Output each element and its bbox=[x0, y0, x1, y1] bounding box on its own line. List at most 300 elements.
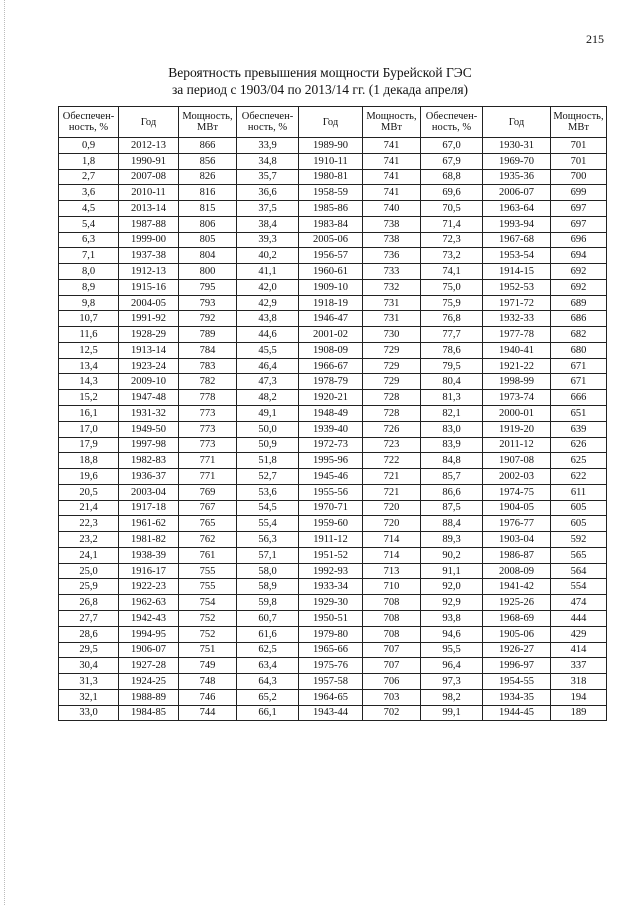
table-cell: 1988-89 bbox=[119, 689, 179, 705]
table-cell: 2008-09 bbox=[483, 563, 551, 579]
scan-edge bbox=[0, 0, 5, 905]
table-row bbox=[59, 153, 607, 169]
table-row bbox=[59, 248, 607, 264]
table-row bbox=[59, 579, 607, 595]
table-cell: 1,8 bbox=[59, 153, 119, 169]
table-cell: 1996-97 bbox=[483, 658, 551, 674]
table-cell: 25,0 bbox=[59, 563, 119, 579]
table-row bbox=[59, 279, 607, 295]
table-cell: 773 bbox=[179, 406, 237, 422]
table-cell: 44,6 bbox=[237, 327, 299, 343]
table-cell: 1929-30 bbox=[299, 595, 363, 611]
table-cell: 2000-01 bbox=[483, 406, 551, 422]
header-cell-4: Год bbox=[299, 107, 363, 138]
table-cell: 54,5 bbox=[237, 500, 299, 516]
table-cell: 738 bbox=[363, 232, 421, 248]
table-cell: 1964-65 bbox=[299, 689, 363, 705]
title-line-2: за период с 1903/04 по 2013/14 гг. (1 декада апреля) bbox=[171, 82, 469, 97]
table-cell: 1981-82 bbox=[119, 532, 179, 548]
table-cell: 1905-06 bbox=[483, 626, 551, 642]
table-cell: 98,2 bbox=[421, 689, 483, 705]
table-cell: 1955-56 bbox=[299, 484, 363, 500]
table-cell: 723 bbox=[363, 437, 421, 453]
table-cell: 15,2 bbox=[59, 390, 119, 406]
table-row bbox=[59, 138, 607, 154]
table-row bbox=[59, 406, 607, 422]
table-cell: 699 bbox=[551, 185, 607, 201]
table-cell: 68,8 bbox=[421, 169, 483, 185]
table-row bbox=[59, 201, 607, 217]
table-cell: 88,4 bbox=[421, 516, 483, 532]
table-cell: 73,2 bbox=[421, 248, 483, 264]
table-row bbox=[59, 421, 607, 437]
table-cell: 52,7 bbox=[237, 469, 299, 485]
table-cell: 85,7 bbox=[421, 469, 483, 485]
table-cell: 2,7 bbox=[59, 169, 119, 185]
table-cell: 671 bbox=[551, 358, 607, 374]
table-cell: 1975-76 bbox=[299, 658, 363, 674]
table-cell: 694 bbox=[551, 248, 607, 264]
table-cell: 733 bbox=[363, 264, 421, 280]
table-cell: 771 bbox=[179, 469, 237, 485]
table-row bbox=[59, 342, 607, 358]
table-cell: 1931-32 bbox=[119, 406, 179, 422]
table-cell: 60,7 bbox=[237, 610, 299, 626]
table-cell: 773 bbox=[179, 437, 237, 453]
table-cell: 9,8 bbox=[59, 295, 119, 311]
table-cell: 1951-52 bbox=[299, 547, 363, 563]
table-cell: 783 bbox=[179, 358, 237, 374]
table-cell: 43,8 bbox=[237, 311, 299, 327]
table-cell: 1989-90 bbox=[299, 138, 363, 154]
table-cell: 1992-93 bbox=[299, 563, 363, 579]
table-cell: 701 bbox=[551, 138, 607, 154]
table-cell: 318 bbox=[551, 674, 607, 690]
table-cell: 1920-21 bbox=[299, 390, 363, 406]
table-cell: 1912-13 bbox=[119, 264, 179, 280]
table-cell: 1962-63 bbox=[119, 595, 179, 611]
table-cell: 92,9 bbox=[421, 595, 483, 611]
table-cell: 1926-27 bbox=[483, 642, 551, 658]
table-cell: 731 bbox=[363, 311, 421, 327]
table-cell: 1928-29 bbox=[119, 327, 179, 343]
power-exceedance-table bbox=[58, 106, 607, 721]
table-cell: 1960-61 bbox=[299, 264, 363, 280]
table-cell: 28,6 bbox=[59, 626, 119, 642]
table-cell: 72,3 bbox=[421, 232, 483, 248]
table-cell: 1941-42 bbox=[483, 579, 551, 595]
table-cell: 1936-37 bbox=[119, 469, 179, 485]
table-cell: 726 bbox=[363, 421, 421, 437]
table-cell: 1933-34 bbox=[299, 579, 363, 595]
table-cell: 697 bbox=[551, 201, 607, 217]
table-row bbox=[59, 563, 607, 579]
table-cell: 30,4 bbox=[59, 658, 119, 674]
table-cell: 1925-26 bbox=[483, 595, 551, 611]
table-cell: 1973-74 bbox=[483, 390, 551, 406]
table-cell: 83,0 bbox=[421, 421, 483, 437]
table-cell: 815 bbox=[179, 201, 237, 217]
table-cell: 63,4 bbox=[237, 658, 299, 674]
table-cell: 24,1 bbox=[59, 547, 119, 563]
table-cell: 61,6 bbox=[237, 626, 299, 642]
table-cell: 692 bbox=[551, 264, 607, 280]
table-row bbox=[59, 358, 607, 374]
table-cell: 86,6 bbox=[421, 484, 483, 500]
table-cell: 1997-98 bbox=[119, 437, 179, 453]
table-cell: 1954-55 bbox=[483, 674, 551, 690]
table-cell: 728 bbox=[363, 390, 421, 406]
table-cell: 592 bbox=[551, 532, 607, 548]
table-cell: 789 bbox=[179, 327, 237, 343]
table-cell: 701 bbox=[551, 153, 607, 169]
table-cell: 686 bbox=[551, 311, 607, 327]
table-cell: 804 bbox=[179, 248, 237, 264]
table-cell: 1923-24 bbox=[119, 358, 179, 374]
table-cell: 2004-05 bbox=[119, 295, 179, 311]
table-cell: 728 bbox=[363, 406, 421, 422]
title-line-1: Вероятность превышения мощности Бурейской ГЭС bbox=[168, 65, 472, 80]
table-cell: 74,1 bbox=[421, 264, 483, 280]
table-cell: 80,4 bbox=[421, 374, 483, 390]
table-cell: 1937-38 bbox=[119, 248, 179, 264]
table-cell: 1998-99 bbox=[483, 374, 551, 390]
table-row bbox=[59, 169, 607, 185]
table-row bbox=[59, 327, 607, 343]
table-cell: 732 bbox=[363, 279, 421, 295]
table-cell: 1993-94 bbox=[483, 216, 551, 232]
table-cell: 1972-73 bbox=[299, 437, 363, 453]
table-cell: 773 bbox=[179, 421, 237, 437]
table-row bbox=[59, 532, 607, 548]
table-cell: 721 bbox=[363, 484, 421, 500]
table-cell: 10,7 bbox=[59, 311, 119, 327]
table-row bbox=[59, 705, 607, 721]
table-cell: 1939-40 bbox=[299, 421, 363, 437]
table-cell: 45,5 bbox=[237, 342, 299, 358]
table-cell: 37,5 bbox=[237, 201, 299, 217]
table-cell: 2012-13 bbox=[119, 138, 179, 154]
table-cell: 33,0 bbox=[59, 705, 119, 721]
table-cell: 729 bbox=[363, 358, 421, 374]
table-cell: 708 bbox=[363, 595, 421, 611]
table-cell: 611 bbox=[551, 484, 607, 500]
table-cell: 1917-18 bbox=[119, 500, 179, 516]
table-cell: 2013-14 bbox=[119, 201, 179, 217]
table-cell: 1959-60 bbox=[299, 516, 363, 532]
table-cell: 1943-44 bbox=[299, 705, 363, 721]
table-cell: 89,3 bbox=[421, 532, 483, 548]
table-cell: 1978-79 bbox=[299, 374, 363, 390]
table-cell: 771 bbox=[179, 453, 237, 469]
table-cell: 77,7 bbox=[421, 327, 483, 343]
table-cell: 752 bbox=[179, 626, 237, 642]
table-cell: 1982-83 bbox=[119, 453, 179, 469]
table-row bbox=[59, 264, 607, 280]
table-cell: 55,4 bbox=[237, 516, 299, 532]
table-row bbox=[59, 232, 607, 248]
table-cell: 666 bbox=[551, 390, 607, 406]
table-cell: 1984-85 bbox=[119, 705, 179, 721]
table-cell: 708 bbox=[363, 610, 421, 626]
table-cell: 62,5 bbox=[237, 642, 299, 658]
header-cell-1: Год bbox=[119, 107, 179, 138]
table-cell: 1971-72 bbox=[483, 295, 551, 311]
table-cell: 1914-15 bbox=[483, 264, 551, 280]
table-cell: 752 bbox=[179, 610, 237, 626]
table-cell: 605 bbox=[551, 500, 607, 516]
table-cell: 722 bbox=[363, 453, 421, 469]
table-cell: 14,3 bbox=[59, 374, 119, 390]
table-cell: 474 bbox=[551, 595, 607, 611]
table-cell: 729 bbox=[363, 342, 421, 358]
table-cell: 50,0 bbox=[237, 421, 299, 437]
table-cell: 57,1 bbox=[237, 547, 299, 563]
table-cell: 92,0 bbox=[421, 579, 483, 595]
table-cell: 1963-64 bbox=[483, 201, 551, 217]
table-cell: 1915-16 bbox=[119, 279, 179, 295]
table-cell: 75,9 bbox=[421, 295, 483, 311]
table-cell: 1977-78 bbox=[483, 327, 551, 343]
table-cell: 1909-10 bbox=[299, 279, 363, 295]
table-cell: 2002-03 bbox=[483, 469, 551, 485]
table-cell: 1935-36 bbox=[483, 169, 551, 185]
table-row bbox=[59, 295, 607, 311]
table-cell: 1924-25 bbox=[119, 674, 179, 690]
table-row bbox=[59, 469, 607, 485]
table-cell: 31,3 bbox=[59, 674, 119, 690]
table-cell: 0,9 bbox=[59, 138, 119, 154]
table-cell: 1911-12 bbox=[299, 532, 363, 548]
table-cell: 90,2 bbox=[421, 547, 483, 563]
table-cell: 1949-50 bbox=[119, 421, 179, 437]
table-cell: 3,6 bbox=[59, 185, 119, 201]
table-cell: 18,8 bbox=[59, 453, 119, 469]
table-row bbox=[59, 610, 607, 626]
table-cell: 741 bbox=[363, 169, 421, 185]
table-cell: 707 bbox=[363, 642, 421, 658]
header-cell-2: Мощность, МВт bbox=[179, 107, 237, 138]
table-cell: 42,9 bbox=[237, 295, 299, 311]
table-cell: 8,9 bbox=[59, 279, 119, 295]
table-cell: 34,8 bbox=[237, 153, 299, 169]
table-cell: 39,3 bbox=[237, 232, 299, 248]
table-cell: 564 bbox=[551, 563, 607, 579]
table-row bbox=[59, 390, 607, 406]
table-cell: 784 bbox=[179, 342, 237, 358]
header-cell-6: Обеспечен-ность, % bbox=[421, 107, 483, 138]
table-cell: 67,0 bbox=[421, 138, 483, 154]
table-cell: 720 bbox=[363, 500, 421, 516]
table-cell: 429 bbox=[551, 626, 607, 642]
table-cell: 2007-08 bbox=[119, 169, 179, 185]
table-cell: 337 bbox=[551, 658, 607, 674]
table-cell: 736 bbox=[363, 248, 421, 264]
table-cell: 50,9 bbox=[237, 437, 299, 453]
table-cell: 1907-08 bbox=[483, 453, 551, 469]
header-cell-0: Обеспечен-ность, % bbox=[59, 107, 119, 138]
table-cell: 626 bbox=[551, 437, 607, 453]
table-cell: 46,4 bbox=[237, 358, 299, 374]
table-cell: 1957-58 bbox=[299, 674, 363, 690]
table-cell: 33,9 bbox=[237, 138, 299, 154]
table-row bbox=[59, 216, 607, 232]
table-row bbox=[59, 595, 607, 611]
table-cell: 622 bbox=[551, 469, 607, 485]
table-cell: 189 bbox=[551, 705, 607, 721]
table-cell: 1995-96 bbox=[299, 453, 363, 469]
table-cell: 1970-71 bbox=[299, 500, 363, 516]
table-row bbox=[59, 516, 607, 532]
table-cell: 13,4 bbox=[59, 358, 119, 374]
table-cell: 769 bbox=[179, 484, 237, 500]
table-cell: 782 bbox=[179, 374, 237, 390]
table-cell: 1906-07 bbox=[119, 642, 179, 658]
table-cell: 83,9 bbox=[421, 437, 483, 453]
table-cell: 754 bbox=[179, 595, 237, 611]
table-cell: 41,1 bbox=[237, 264, 299, 280]
table-cell: 856 bbox=[179, 153, 237, 169]
table-cell: 6,3 bbox=[59, 232, 119, 248]
table-cell: 79,5 bbox=[421, 358, 483, 374]
table-cell: 414 bbox=[551, 642, 607, 658]
table-cell: 866 bbox=[179, 138, 237, 154]
table-cell: 1983-84 bbox=[299, 216, 363, 232]
table-row bbox=[59, 374, 607, 390]
table-cell: 1910-11 bbox=[299, 153, 363, 169]
table-cell: 78,6 bbox=[421, 342, 483, 358]
table-cell: 1985-86 bbox=[299, 201, 363, 217]
table-row bbox=[59, 500, 607, 516]
table-cell: 689 bbox=[551, 295, 607, 311]
table-cell: 731 bbox=[363, 295, 421, 311]
table-cell: 19,6 bbox=[59, 469, 119, 485]
document-title bbox=[0, 64, 640, 98]
table-cell: 746 bbox=[179, 689, 237, 705]
table-cell: 58,9 bbox=[237, 579, 299, 595]
table-cell: 710 bbox=[363, 579, 421, 595]
table-cell: 2010-11 bbox=[119, 185, 179, 201]
table-cell: 1976-77 bbox=[483, 516, 551, 532]
table-cell: 721 bbox=[363, 469, 421, 485]
table-cell: 1916-17 bbox=[119, 563, 179, 579]
table-cell: 81,3 bbox=[421, 390, 483, 406]
table-cell: 792 bbox=[179, 311, 237, 327]
table-cell: 11,6 bbox=[59, 327, 119, 343]
table-cell: 75,0 bbox=[421, 279, 483, 295]
table-cell: 27,7 bbox=[59, 610, 119, 626]
table-cell: 1940-41 bbox=[483, 342, 551, 358]
table-cell: 793 bbox=[179, 295, 237, 311]
table-cell: 706 bbox=[363, 674, 421, 690]
table-cell: 1994-95 bbox=[119, 626, 179, 642]
table-cell: 767 bbox=[179, 500, 237, 516]
table-cell: 2003-04 bbox=[119, 484, 179, 500]
table-cell: 1990-91 bbox=[119, 153, 179, 169]
table-cell: 696 bbox=[551, 232, 607, 248]
table-cell: 1944-45 bbox=[483, 705, 551, 721]
table-row bbox=[59, 689, 607, 705]
table-cell: 795 bbox=[179, 279, 237, 295]
table-header bbox=[59, 107, 607, 138]
table-cell: 1948-49 bbox=[299, 406, 363, 422]
table-cell: 1966-67 bbox=[299, 358, 363, 374]
table-cell: 1953-54 bbox=[483, 248, 551, 264]
table-cell: 194 bbox=[551, 689, 607, 705]
header-cell-7: Год bbox=[483, 107, 551, 138]
table-cell: 36,6 bbox=[237, 185, 299, 201]
table-cell: 70,5 bbox=[421, 201, 483, 217]
table-cell: 7,1 bbox=[59, 248, 119, 264]
table-cell: 69,6 bbox=[421, 185, 483, 201]
table-cell: 1952-53 bbox=[483, 279, 551, 295]
table-cell: 1932-33 bbox=[483, 311, 551, 327]
table-cell: 1919-20 bbox=[483, 421, 551, 437]
table-row bbox=[59, 453, 607, 469]
table-cell: 751 bbox=[179, 642, 237, 658]
table-cell: 82,1 bbox=[421, 406, 483, 422]
table-cell: 761 bbox=[179, 547, 237, 563]
table-cell: 1967-68 bbox=[483, 232, 551, 248]
table-cell: 1961-62 bbox=[119, 516, 179, 532]
table-cell: 800 bbox=[179, 264, 237, 280]
table-cell: 1945-46 bbox=[299, 469, 363, 485]
table-cell: 25,9 bbox=[59, 579, 119, 595]
table-cell: 1918-19 bbox=[299, 295, 363, 311]
table-cell: 805 bbox=[179, 232, 237, 248]
table-cell: 59,8 bbox=[237, 595, 299, 611]
table-cell: 1950-51 bbox=[299, 610, 363, 626]
table-cell: 1946-47 bbox=[299, 311, 363, 327]
table-cell: 697 bbox=[551, 216, 607, 232]
table-cell: 605 bbox=[551, 516, 607, 532]
table-cell: 1942-43 bbox=[119, 610, 179, 626]
table-cell: 38,4 bbox=[237, 216, 299, 232]
table-cell: 65,2 bbox=[237, 689, 299, 705]
table-cell: 740 bbox=[363, 201, 421, 217]
table-cell: 99,1 bbox=[421, 705, 483, 721]
table-row bbox=[59, 185, 607, 201]
table-cell: 40,2 bbox=[237, 248, 299, 264]
table-cell: 1968-69 bbox=[483, 610, 551, 626]
table-cell: 1965-66 bbox=[299, 642, 363, 658]
table-cell: 714 bbox=[363, 532, 421, 548]
table-cell: 17,9 bbox=[59, 437, 119, 453]
table-cell: 444 bbox=[551, 610, 607, 626]
table-cell: 93,8 bbox=[421, 610, 483, 626]
table-cell: 554 bbox=[551, 579, 607, 595]
table-cell: 730 bbox=[363, 327, 421, 343]
header-cell-8: Мощность, МВт bbox=[551, 107, 607, 138]
table-cell: 1956-57 bbox=[299, 248, 363, 264]
table-cell: 2006-07 bbox=[483, 185, 551, 201]
table-cell: 8,0 bbox=[59, 264, 119, 280]
table-cell: 67,9 bbox=[421, 153, 483, 169]
table-cell: 1934-35 bbox=[483, 689, 551, 705]
table-cell: 94,6 bbox=[421, 626, 483, 642]
table-cell: 53,6 bbox=[237, 484, 299, 500]
table-cell: 816 bbox=[179, 185, 237, 201]
table-cell: 21,4 bbox=[59, 500, 119, 516]
table-cell: 35,7 bbox=[237, 169, 299, 185]
table-cell: 826 bbox=[179, 169, 237, 185]
table-row bbox=[59, 642, 607, 658]
table-cell: 741 bbox=[363, 138, 421, 154]
header-row bbox=[59, 107, 607, 138]
table-cell: 1921-22 bbox=[483, 358, 551, 374]
table-cell: 5,4 bbox=[59, 216, 119, 232]
table-cell: 71,4 bbox=[421, 216, 483, 232]
